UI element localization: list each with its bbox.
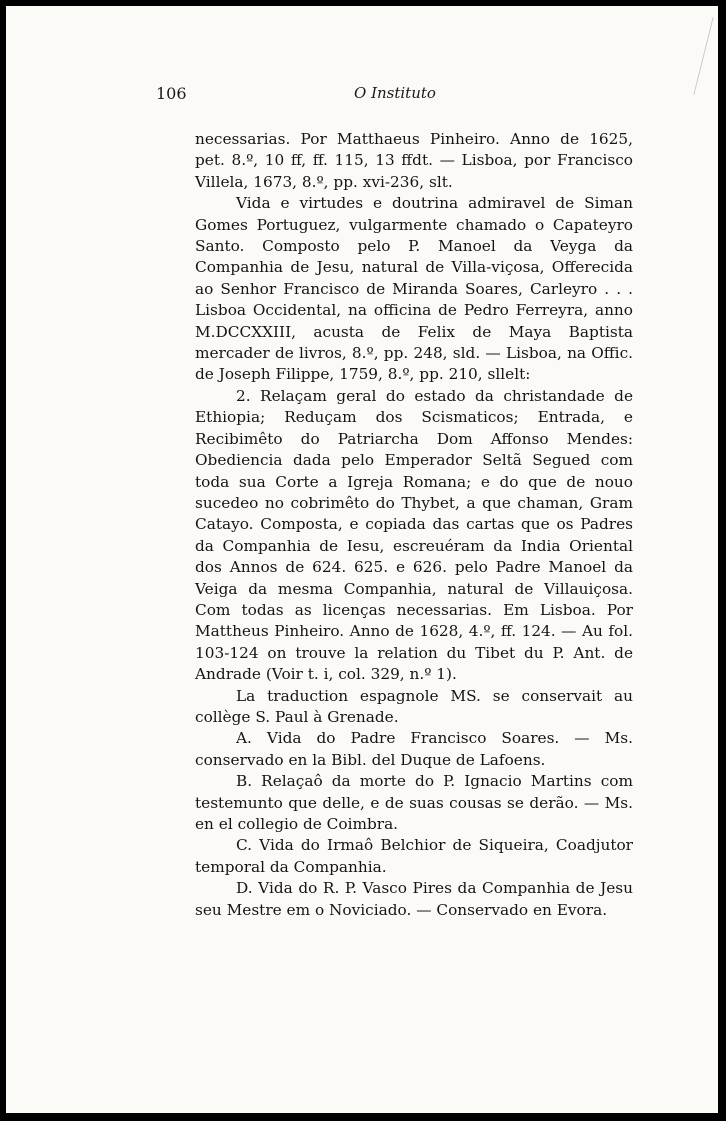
page-number: 106	[156, 84, 187, 103]
paragraph-vida-siman-gomes: Vida e virtudes e doutrina admiravel de Siman Gomes Portuguez, vulgarmente chamado o Capateyro Santo. Composto pelo P. Manoel da Veyga da Companhia de Jesu, natural de Villa-viçosa, Offerecida ao Senhor Francisco de Miranda Soares, Carleyro . . . Lisboa Occidental, na officina de Pedro Ferreyra, anno M.DCCXXIII, acusta de Felix de Maya Baptista mercader de livros, 8.º, pp. 248, sld. — Lisboa, na Offic. de Joseph Filippe, 1759, 8.º, pp. 210, sllelt:	[195, 194, 633, 384]
paragraph-relacam-geral: 2. Relaçam geral do estado da christandade de Ethiopia; Reduçam dos Scismaticos; Entrada, e Recibimêto do Patriarcha Dom Affonso Mendes: Obediencia dada pelo Emperador Seltã Segued com toda sua Corte a Igreja Romana; e do que de nouo sucedeo no cobrimêto do Thybet, a que chaman, Gram Catayo. Composta, e copiada das cartas que os Padres da Companhia de Iesu, escreuéram da India Oriental dos Annos de 624. 625. e 626. pelo Padre Manoel da Veiga da mesma Companhia, natural de Villauiçosa. Com todas as licenças necessarias. Em Lisboa. Por Mattheus Pinheiro. Anno de 1628, 4.º, ff. 124. — Au fol. 103-124 on trouve la relation du Tibet du P. Ant. de Andrade (Voir t. i, col. 329, n.º 1).	[195, 386, 633, 684]
paragraph-traduction-espagnole: La traduction espagnole MS. se conservait au collège S. Paul à Grenade.	[195, 686, 633, 726]
body-text	[195, 129, 633, 921]
paragraph-item-a: A. Vida do Padre Francisco Soares. — Ms. conservado en la Bibl. del Duque de Lafoens.	[195, 729, 633, 769]
book-page	[6, 6, 718, 1113]
running-title: O Instituto	[354, 84, 436, 102]
paragraph-item-d: D. Vida do R. P. Vasco Pires da Companhia de Jesu seu Mestre em o Noviciado. — Conservado en Evora.	[195, 879, 633, 919]
paragraph-continuation: necessarias. Por Matthaeus Pinheiro. Anno de 1625, pet. 8.º, 10 ff, ff. 115, 13 ffdt. — Lisboa, por Francisco Villela, 1673, 8.º, pp. xvi-236, slt.	[195, 130, 633, 191]
page-header	[6, 84, 718, 108]
paragraph-item-c: C. Vida do Irmaô Belchior de Siqueira, Coadjutor temporal da Companhia.	[195, 836, 633, 876]
paragraph-item-b: B. Relaçaô da morte do P. Ignacio Martins com testemunto que delle, e de suas cousas se derão. — Ms. en el collegio de Coimbra.	[195, 772, 633, 833]
